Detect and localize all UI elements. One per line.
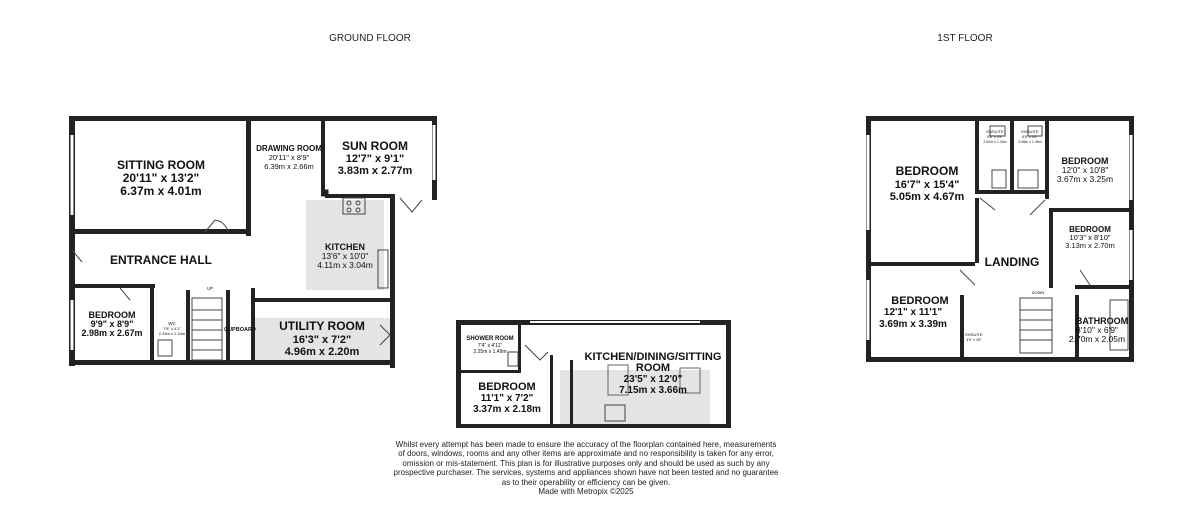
- disclaimer-line: omission or mis-statement. This plan is for illustrative purposes only and should be used as such by any: [402, 458, 770, 468]
- shower-room-name: SHOWER ROOM: [466, 336, 514, 342]
- ensuite3-imperial: 4'9" x 4'6": [966, 338, 982, 342]
- sitting-room-name: SITTING ROOM: [117, 158, 205, 172]
- ff-bedroom3-imperial: 10'3" x 8'10": [1069, 233, 1111, 242]
- kitchen-name: KITCHEN: [325, 242, 365, 252]
- drawing-room-name: DRAWING ROOM: [256, 144, 322, 153]
- shower-room-metric: 2.25m x 1.49m: [473, 349, 507, 355]
- utility-room-name: UTILITY ROOM: [279, 319, 365, 333]
- wall: [456, 424, 731, 428]
- stairs-up-label: UP: [206, 286, 214, 291]
- chimney: [322, 190, 328, 196]
- gf-bedroom-name: BEDROOM: [88, 310, 136, 320]
- ensuite3-name: ENSUITE: [965, 332, 983, 337]
- drawing-room-metric: 6.39m x 2.66m: [264, 162, 314, 171]
- wall: [251, 298, 395, 302]
- ensuite2-metric: 2.65m x 1.36m: [1018, 140, 1042, 144]
- wall: [726, 320, 731, 428]
- ensuite2-imperial: 8'8" x 4'6": [1022, 135, 1038, 139]
- sun-room-name: SUN ROOM: [342, 139, 408, 153]
- drawing-room-imperial: 20'11" x 8'9": [268, 153, 310, 162]
- ensuite2-name: ENSUITE: [1021, 129, 1039, 134]
- door: [120, 288, 130, 300]
- wall: [975, 121, 979, 194]
- disclaimer: [380, 440, 792, 496]
- wall: [975, 198, 979, 263]
- wall: [456, 320, 461, 428]
- bathroom-metric: 2.70m x 2.05m: [1068, 334, 1126, 344]
- kds-metric: 7.15m x 3.66m: [619, 385, 687, 396]
- disclaimer-line: as to their operability or efficiency can be given.: [501, 477, 671, 487]
- wall: [979, 190, 1049, 194]
- shower-tray: [1018, 170, 1038, 188]
- wall: [390, 196, 395, 302]
- cupboard-label: CUPBOARD: [224, 327, 256, 333]
- disclaimer-line: prospective purchaser. The services, systems and appliances shown have not been tested and no guarantee: [393, 468, 779, 478]
- wall: [325, 194, 395, 198]
- wall: [550, 355, 553, 424]
- ff-bedroom3-name: BEDROOM: [1069, 225, 1111, 234]
- wall: [251, 288, 255, 364]
- wall: [866, 116, 1134, 121]
- ff-bedroom2-name: BEDROOM: [1061, 156, 1109, 166]
- ff-bedroom1-metric: 5.05m x 4.67m: [889, 191, 965, 203]
- sun-room-imperial: 12'7" x 9'1": [345, 153, 405, 165]
- door: [400, 198, 422, 212]
- entrance-hall-name: ENTRANCE HALL: [110, 253, 212, 267]
- ff-bedroom2-metric: 3.67m x 3.25m: [1056, 174, 1114, 184]
- bathroom-name: BATHROOM: [1075, 316, 1129, 326]
- disclaimer-line: Whilst every attempt has been made to ensure the accuracy of the floorplan contained here, measurements: [395, 440, 777, 449]
- first-floor-stairs: [1020, 298, 1052, 353]
- ff-bedroom4-metric: 3.69m x 3.39m: [879, 319, 947, 330]
- gf-bedroom-metric: 2.98m x 2.67m: [81, 328, 143, 338]
- door: [1080, 270, 1090, 285]
- wall: [1045, 121, 1049, 199]
- kitchen-metric: 4.11m x 3.04m: [317, 260, 373, 270]
- annex-bedroom-imperial: 11'1" x 7'2": [480, 393, 534, 404]
- first-floor-labels: [879, 129, 1128, 344]
- wc-name: WC: [168, 321, 176, 326]
- ground-floor-title: GROUND FLOOR: [329, 33, 411, 44]
- annex-toilet: [508, 352, 518, 366]
- wall: [1010, 121, 1014, 194]
- toilet: [158, 340, 172, 356]
- wall: [461, 370, 521, 373]
- ff-bedroom4-name: BEDROOM: [891, 295, 949, 307]
- kds-imperial: 23'5" x 12'0": [623, 374, 683, 385]
- kds-name-line1: KITCHEN/DINING/SITTING: [584, 351, 722, 363]
- wall: [960, 295, 964, 357]
- sitting-room-imperial: 20'11" x 13'2": [122, 171, 200, 185]
- wall: [150, 284, 154, 364]
- gf-bedroom-imperial: 9'9" x 8'9": [90, 319, 134, 329]
- ff-bedroom2-imperial: 12'0" x 10'8": [1061, 165, 1109, 175]
- first-floor-title: 1ST FLOOR: [937, 33, 993, 44]
- ff-bedroom1-name: BEDROOM: [895, 164, 959, 178]
- kds-name-line2: ROOM: [635, 362, 671, 374]
- utility-room-metric: 4.96m x 2.20m: [284, 346, 360, 358]
- wall: [1049, 208, 1053, 288]
- wall: [321, 121, 325, 196]
- wall: [871, 262, 975, 266]
- disclaimer-line: of doors, windows, rooms and any other items are approximate and no responsibility is taken for any error,: [398, 449, 774, 459]
- wall: [866, 357, 1134, 362]
- landing-name: LANDING: [984, 255, 1040, 269]
- wall: [246, 121, 251, 236]
- sitting-room-metric: 6.37m x 4.01m: [120, 184, 202, 198]
- door: [525, 345, 548, 360]
- ground-stairs: [192, 298, 222, 360]
- ensuite1-metric: 2.62m x 1.44m: [983, 140, 1007, 144]
- door: [980, 198, 995, 210]
- ensuite1-name: ENSUITE: [986, 129, 1004, 134]
- kitchen-imperial: 13'6" x 10'0": [321, 251, 369, 261]
- sun-room-metric: 3.83m x 2.77m: [337, 165, 413, 177]
- ff-bedroom1-imperial: 16'7" x 15'4": [894, 179, 960, 191]
- door: [960, 270, 975, 285]
- annex-bedroom-name: BEDROOM: [478, 381, 536, 393]
- metropix-credit: Made with Metropix ©2025: [538, 487, 634, 497]
- wall: [390, 296, 395, 368]
- ff-bedroom3-metric: 3.13m x 2.70m: [1065, 241, 1115, 250]
- wall: [186, 290, 190, 364]
- shower-room-imperial: 7'4" x 4'11": [477, 343, 503, 349]
- door: [1030, 200, 1045, 215]
- ff-bedroom4-imperial: 12'1" x 11'1": [883, 307, 943, 318]
- stairs-down-label: DOWN: [1031, 290, 1045, 295]
- wall: [69, 116, 436, 121]
- wall: [1049, 208, 1129, 212]
- bathroom-imperial: 8'10" x 6'9": [1076, 325, 1118, 335]
- annex-bedroom-metric: 3.37m x 2.18m: [473, 404, 541, 415]
- wall: [75, 284, 155, 288]
- wall: [1075, 285, 1129, 289]
- wall: [69, 360, 151, 365]
- wc-imperial: 7'8" x 4'1": [163, 326, 181, 331]
- wc-metric: 2.33m x 1.24m: [158, 331, 186, 336]
- shower-tray: [992, 170, 1006, 188]
- wall: [570, 360, 573, 424]
- ensuite1-imperial: 8'8" x 4'9": [987, 135, 1003, 139]
- utility-room-imperial: 16'3" x 7'2": [292, 334, 352, 346]
- wall: [75, 229, 250, 234]
